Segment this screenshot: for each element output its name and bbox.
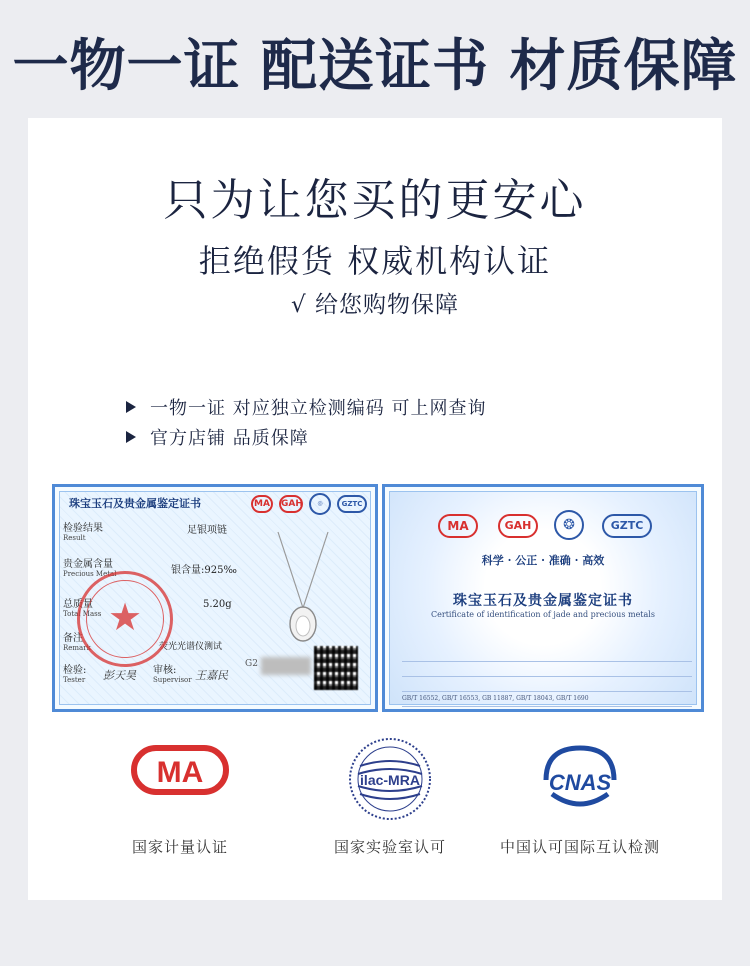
cma-caption: 国家计量认证 <box>131 838 228 856</box>
info-line <box>402 665 692 677</box>
certificate-motto: 科学 · 公正 · 准确 · 高效 <box>481 554 605 567</box>
necklace-image <box>268 528 338 648</box>
feature-text: 一物一证 对应独立检测编码 可上网查询 <box>150 398 487 419</box>
svg-text:MA: MA <box>156 756 204 789</box>
gztc-small-icon: GZTC <box>337 495 367 513</box>
ilac-mra-logo <box>290 736 490 826</box>
supervisor-signature: 王嘉民 <box>195 669 228 682</box>
gah-icon: GAH <box>498 514 538 538</box>
qr-code-icon <box>314 646 358 690</box>
certificate-cover-title-en: Certificate of identification of jade and precious metals <box>431 610 655 619</box>
triangle-bullet-icon <box>126 431 136 443</box>
certificate-cover-title: 珠宝玉石及贵金属鉴定证书 <box>453 593 633 609</box>
certificate-code: G2 <box>245 659 258 669</box>
certificate-logo-row <box>438 508 658 540</box>
info-line <box>402 650 692 662</box>
cma-icon: MA <box>438 514 478 538</box>
result-value: 足银项链 <box>187 525 227 536</box>
svg-text:CNAS: CNAS <box>548 770 612 795</box>
feature-list <box>126 392 486 452</box>
cnas-caption: 中国认可国际互认检测 <box>499 838 660 856</box>
cma-logo <box>80 740 280 804</box>
certificate-title: 珠宝玉石及贵金属鉴定证书 <box>69 497 201 510</box>
cnas-icon <box>532 744 628 816</box>
remark-label: 备注 Remark <box>63 633 91 652</box>
blurred-code <box>261 657 311 675</box>
feature-text: 官方店铺 品质保障 <box>150 428 309 449</box>
mass-label: 总质量 Total Mass <box>63 599 102 618</box>
tester-label: 检验: Tester <box>63 665 87 684</box>
gztc-icon: GZTC <box>602 514 652 538</box>
cma-icon <box>130 740 230 800</box>
cma-small-icon: MA <box>251 495 273 513</box>
certificate-info-lines <box>402 650 692 710</box>
supervisor-label: 审核: Supervisor <box>153 665 192 684</box>
seal-small-icon: ◎ <box>309 493 331 515</box>
ilac-mra-caption: 国家实验室认可 <box>333 838 446 856</box>
slogan-main: 只为让您买的更安心 <box>163 175 587 226</box>
feature-item <box>126 422 486 452</box>
info-line <box>402 680 692 692</box>
page-headline: 一物一证 配送证书 材质保障 <box>12 34 738 99</box>
standards-line: GB/T 16552, GB/T 16553, GB 11887, GB/T 18043, GB/T 1690 <box>402 695 692 707</box>
ilac-mra-icon <box>347 736 433 822</box>
result-label: 检验结果 Result <box>63 523 103 542</box>
metal-value: 银含量:925‰ <box>171 565 237 576</box>
slogan-guarantee: √ 给您购物保障 <box>291 292 459 318</box>
tester-signature: 彭天昊 <box>103 669 136 682</box>
red-seal-icon: ★ <box>77 571 173 667</box>
seal-icon: ❂ <box>554 510 584 540</box>
gah-small-icon: GAH <box>279 495 303 513</box>
feature-item <box>126 392 486 422</box>
cnas-logo <box>480 744 680 820</box>
triangle-bullet-icon <box>126 401 136 413</box>
svg-text:ilac-MRA: ilac-MRA <box>360 772 420 788</box>
remark-value: 荧光光谱仪测试 <box>159 642 223 652</box>
metal-label: 贵金属含量 Precious Metal <box>63 559 117 578</box>
mass-value: 5.20g <box>203 599 232 610</box>
slogan-secondary: 拒绝假货 权威机构认证 <box>198 242 552 280</box>
